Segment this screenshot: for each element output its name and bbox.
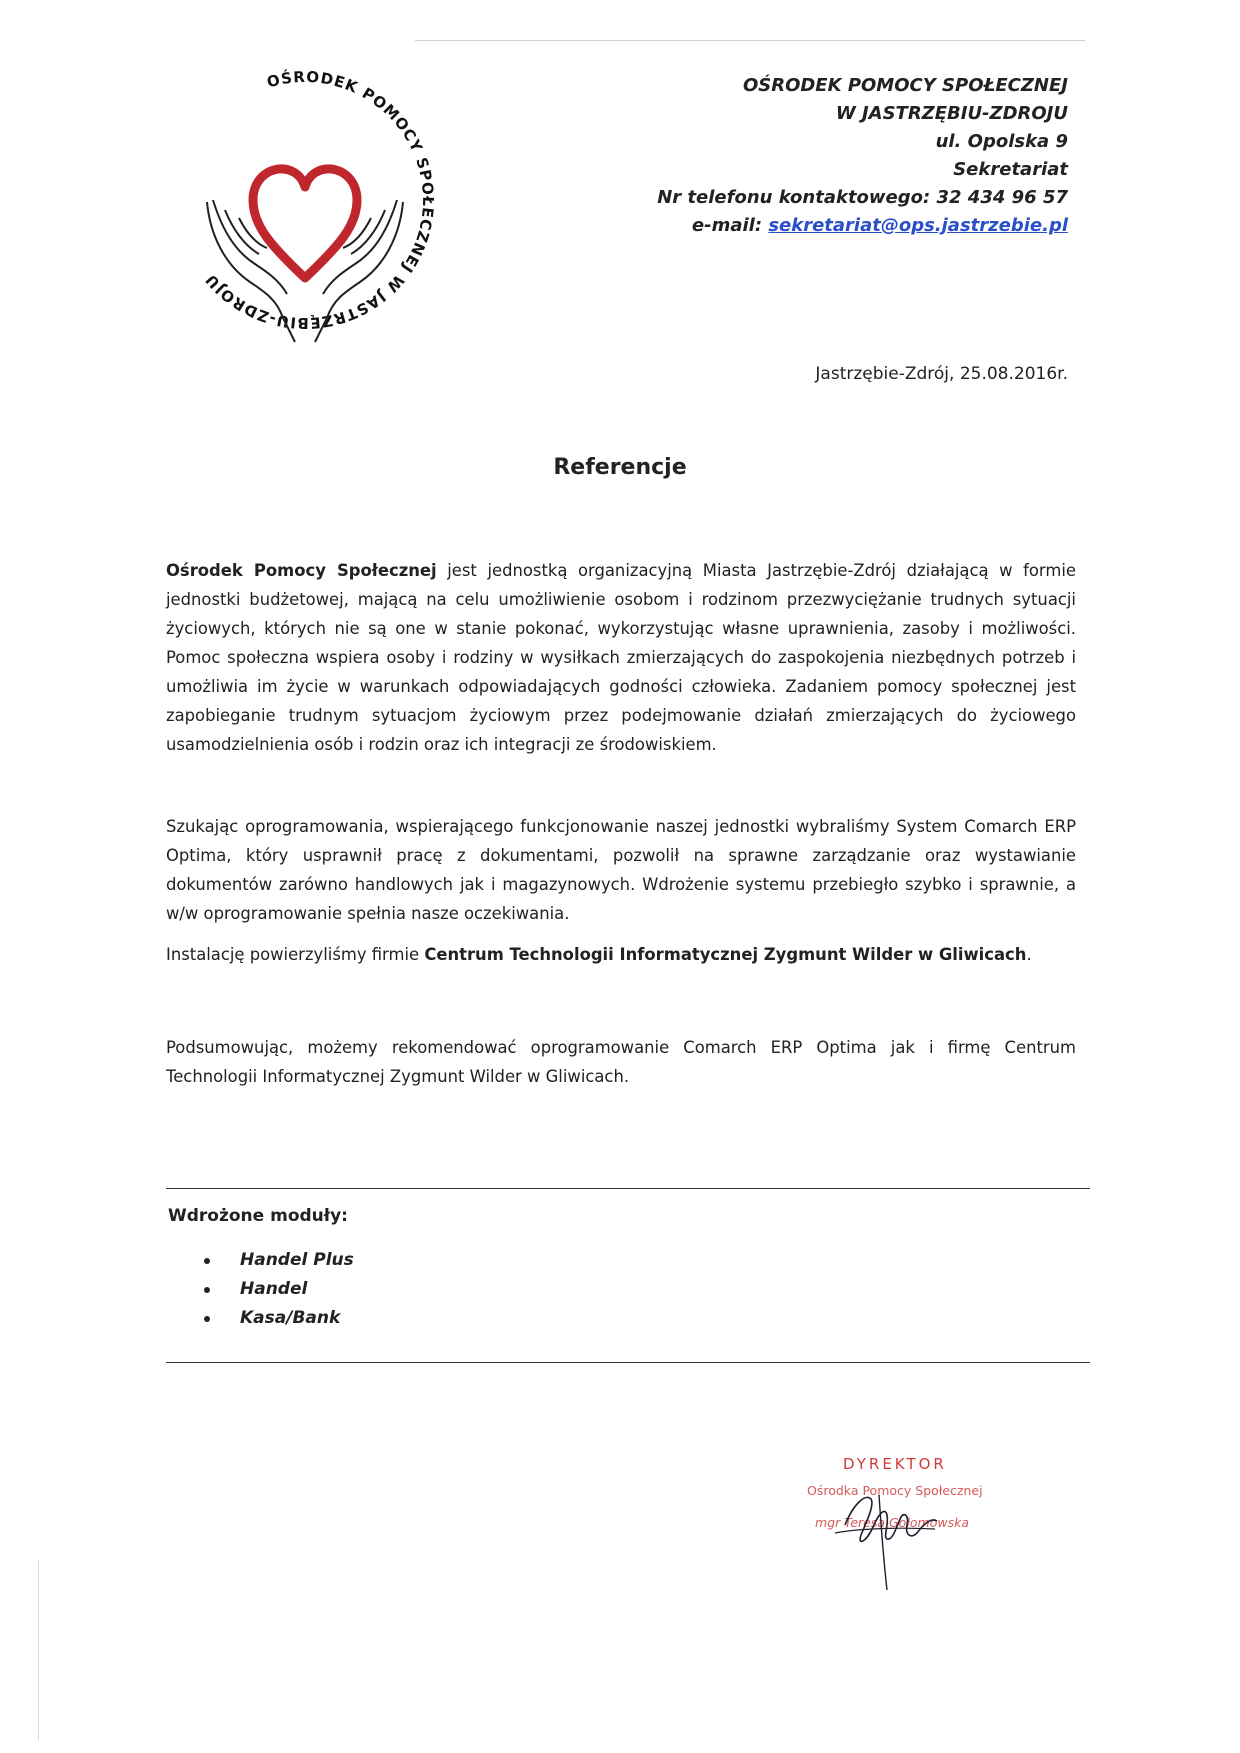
letterhead bbox=[657, 72, 1068, 240]
paragraph-installation bbox=[166, 940, 1076, 969]
svg-text:OŚRODEK POMOCY SPOŁECZNEJ W JA: OŚRODEK POMOCY SPOŁECZNEJ W JASTRZĘBIU-ZDROJU bbox=[201, 67, 438, 333]
paragraph-intro bbox=[166, 556, 1076, 759]
modules-list bbox=[204, 1246, 354, 1333]
stamp-name: mgr Teresa Gołomowska bbox=[815, 1515, 970, 1530]
email-link[interactable]: sekretariat@ops.jastrzebie.pl bbox=[768, 215, 1068, 236]
page-title: Referencje bbox=[553, 455, 687, 480]
module-name: Handel Plus bbox=[240, 1250, 354, 1270]
paragraph-software: Szukając oprogramowania, wspierającego funkcjonowanie naszej jednostki wybraliśmy System Comarch ERP Optima, który usprawnił pracę z dokumentami, pozwolił na sprawne zarządzanie oraz wystawianie dokumentów zarówno handlowych jak i magazynowych. Wdrożenie systemu przebiegło szybko i sprawnie, a w/w oprogramowanie spełnia nasze oczekiwania. bbox=[166, 817, 1076, 923]
divider-bottom bbox=[166, 1362, 1090, 1363]
module-name: Handel bbox=[240, 1279, 308, 1299]
handwritten-signature bbox=[775, 1455, 975, 1595]
modules-heading: Wdrożone moduły: bbox=[168, 1206, 348, 1226]
org-phone: Nr telefonu kontaktowego: 32 434 96 57 bbox=[657, 187, 1068, 208]
letter-date: Jastrzębie-Zdrój, 25.08.2016r. bbox=[815, 364, 1068, 384]
stamp-title: DYREKTOR bbox=[843, 1455, 947, 1473]
paragraph-intro-text: jest jednostką organizacyjną Miasta Jastrzębie-Zdrój działającą w formie jednostki budżetowej, mającą na celu umożliwienie osobom i rodzinom przezwyciężanie trudnych sytuacji życiowych, których nie są one w stanie pokonać, wykorzystując własne uprawnienia, zasoby i możliwości. Pomoc społeczna wspiera osoby i rodziny w wysiłkach zmierzających do zaspokojenia niezbędnych potrzeb i umożliwia im życie w warunkach odpowiadających godności człowieka. Zadaniem pomocy społecznej jest zapobieganie trudnym sytuacjom życiowym przez podejmowanie działań zmierzających do życiowego usamodzielnienia osób i rodzin oraz ich integracji ze środowiskiem. bbox=[166, 561, 1076, 754]
org-name-line2: W JASTRZĘBIU-ZDROJU bbox=[835, 103, 1068, 124]
bullet-icon bbox=[204, 1258, 210, 1264]
logo-ring-text bbox=[201, 68, 437, 333]
bullet-icon bbox=[204, 1287, 210, 1293]
org-address: ul. Opolska 9 bbox=[935, 131, 1068, 152]
installation-text-end: . bbox=[1026, 945, 1032, 964]
scan-artifact-edge bbox=[38, 1560, 39, 1740]
list-item bbox=[204, 1304, 354, 1333]
organization-logo bbox=[155, 50, 455, 350]
module-name: Kasa/Bank bbox=[240, 1308, 341, 1328]
org-name-bold: Ośrodek Pomocy Społecznej bbox=[166, 561, 437, 580]
org-email-line bbox=[657, 212, 1068, 240]
stamp-org: Ośrodka Pomocy Społecznej bbox=[807, 1483, 983, 1498]
company-name-bold: Centrum Technologii Informatycznej Zygmunt Wilder w Gliwicach bbox=[424, 945, 1027, 964]
paragraph-summary: Podsumowując, możemy rekomendować oprogramowanie Comarch ERP Optima jak i firmę Centrum Technologii Informatycznej Zygmunt Wilder w Gliwicach. bbox=[166, 1038, 1076, 1086]
bullet-icon bbox=[204, 1316, 210, 1322]
email-label: e-mail: bbox=[691, 215, 763, 236]
org-department: Sekretariat bbox=[953, 159, 1068, 180]
scan-artifact-line bbox=[415, 40, 1085, 41]
list-item bbox=[204, 1246, 354, 1275]
org-name-line1: OŚRODEK POMOCY SPOŁECZNEJ bbox=[742, 75, 1068, 96]
installation-text-start: Instalację powierzyliśmy firmie bbox=[166, 945, 425, 964]
divider-top bbox=[166, 1188, 1090, 1189]
list-item bbox=[204, 1275, 354, 1304]
